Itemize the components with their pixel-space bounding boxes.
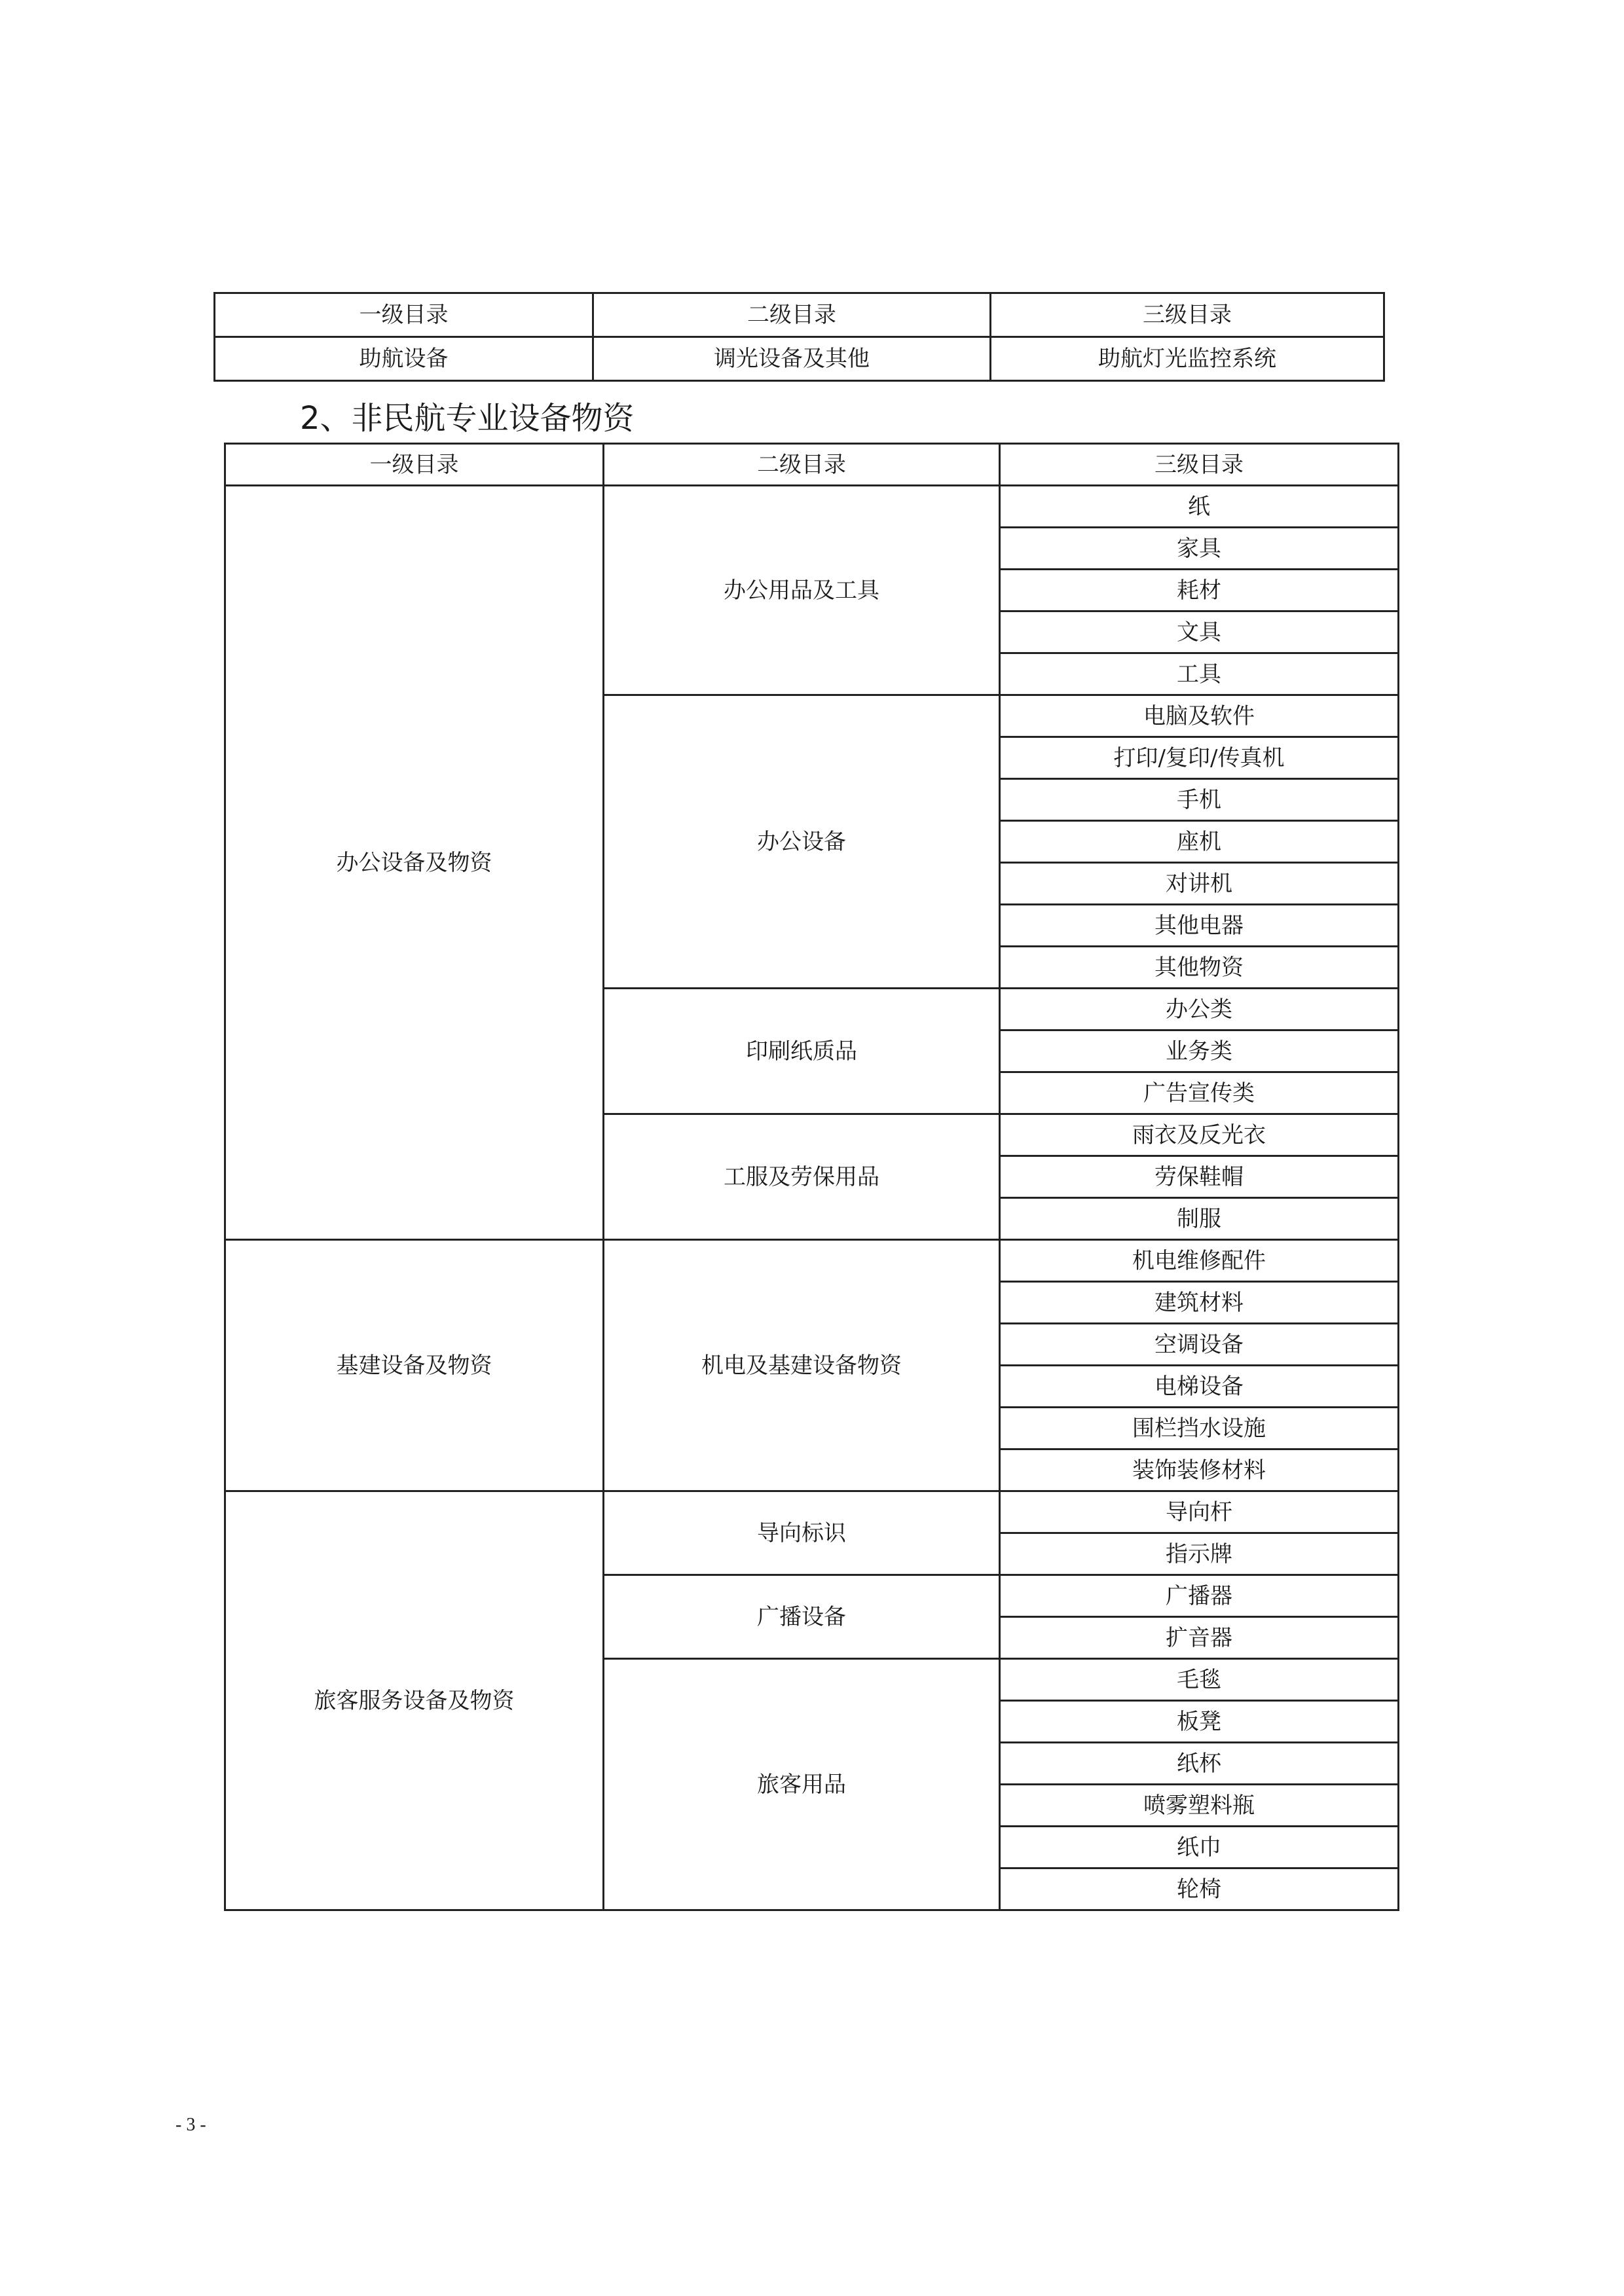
level3-cell: 喷雾塑料瓶 — [1000, 1785, 1399, 1827]
level3-cell: 打印/复印/传真机 — [1000, 737, 1399, 779]
level1-cell: 办公设备及物资 — [225, 486, 604, 1240]
level3-cell: 广告宣传类 — [1000, 1072, 1399, 1114]
level3-cell: 电梯设备 — [1000, 1366, 1399, 1408]
level2-cell: 机电及基建设备物资 — [604, 1240, 1000, 1491]
level3-cell: 工具 — [1000, 653, 1399, 695]
level3-cell: 其他物资 — [1000, 947, 1399, 989]
table-header-row — [215, 293, 1384, 337]
level2-cell: 办公设备 — [604, 695, 1000, 989]
table-row — [225, 486, 1399, 528]
level3-cell: 机电维修配件 — [1000, 1240, 1399, 1282]
level3-cell: 办公类 — [1000, 989, 1399, 1030]
header-level1: 一级目录 — [225, 444, 604, 486]
level2-cell: 办公用品及工具 — [604, 486, 1000, 695]
header-level1: 一级目录 — [215, 293, 593, 337]
level3-cell: 业务类 — [1000, 1030, 1399, 1072]
level1-cell: 旅客服务设备及物资 — [225, 1491, 604, 1910]
cell-level1: 助航设备 — [215, 337, 593, 381]
level3-cell: 纸巾 — [1000, 1827, 1399, 1868]
level2-cell: 广播设备 — [604, 1575, 1000, 1659]
level3-cell: 家具 — [1000, 528, 1399, 570]
cell-level2: 调光设备及其他 — [593, 337, 991, 381]
level3-cell: 劳保鞋帽 — [1000, 1156, 1399, 1198]
level3-cell: 扩音器 — [1000, 1617, 1399, 1659]
level3-cell: 制服 — [1000, 1198, 1399, 1240]
page-number: - 3 - — [175, 2115, 206, 2135]
non-civil-aviation-materials-table — [224, 443, 1399, 1911]
section-heading: 2、非民航专业设备物资 — [300, 400, 635, 437]
level2-cell: 工服及劳保用品 — [604, 1114, 1000, 1240]
level3-cell: 指示牌 — [1000, 1533, 1399, 1575]
level2-cell: 导向标识 — [604, 1491, 1000, 1575]
level3-cell: 纸 — [1000, 486, 1399, 528]
level2-cell: 印刷纸质品 — [604, 989, 1000, 1114]
table-row — [215, 337, 1384, 381]
level3-cell: 空调设备 — [1000, 1324, 1399, 1366]
level3-cell: 耗材 — [1000, 570, 1399, 611]
level1-cell: 基建设备及物资 — [225, 1240, 604, 1491]
level3-cell: 其他电器 — [1000, 905, 1399, 947]
table-row — [225, 1240, 1399, 1282]
header-level2: 二级目录 — [593, 293, 991, 337]
level3-cell: 板凳 — [1000, 1701, 1399, 1743]
level3-cell: 导向杆 — [1000, 1491, 1399, 1533]
level3-cell: 对讲机 — [1000, 863, 1399, 905]
level3-cell: 建筑材料 — [1000, 1282, 1399, 1324]
cell-level3: 助航灯光监控系统 — [991, 337, 1384, 381]
level3-cell: 手机 — [1000, 779, 1399, 821]
level3-cell: 围栏挡水设施 — [1000, 1408, 1399, 1449]
table-header-row — [225, 444, 1399, 486]
level3-cell: 轮椅 — [1000, 1868, 1399, 1910]
level3-cell: 装饰装修材料 — [1000, 1449, 1399, 1491]
header-level2: 二级目录 — [604, 444, 1000, 486]
level3-cell: 毛毯 — [1000, 1659, 1399, 1701]
level3-cell: 广播器 — [1000, 1575, 1399, 1617]
header-level3: 三级目录 — [991, 293, 1384, 337]
level3-cell: 座机 — [1000, 821, 1399, 863]
table-row — [225, 1491, 1399, 1533]
navaid-equipment-table — [213, 292, 1385, 382]
level3-cell: 电脑及软件 — [1000, 695, 1399, 737]
level3-cell: 文具 — [1000, 611, 1399, 653]
level3-cell: 纸杯 — [1000, 1743, 1399, 1785]
level2-cell: 旅客用品 — [604, 1659, 1000, 1910]
header-level3: 三级目录 — [1000, 444, 1399, 486]
level3-cell: 雨衣及反光衣 — [1000, 1114, 1399, 1156]
